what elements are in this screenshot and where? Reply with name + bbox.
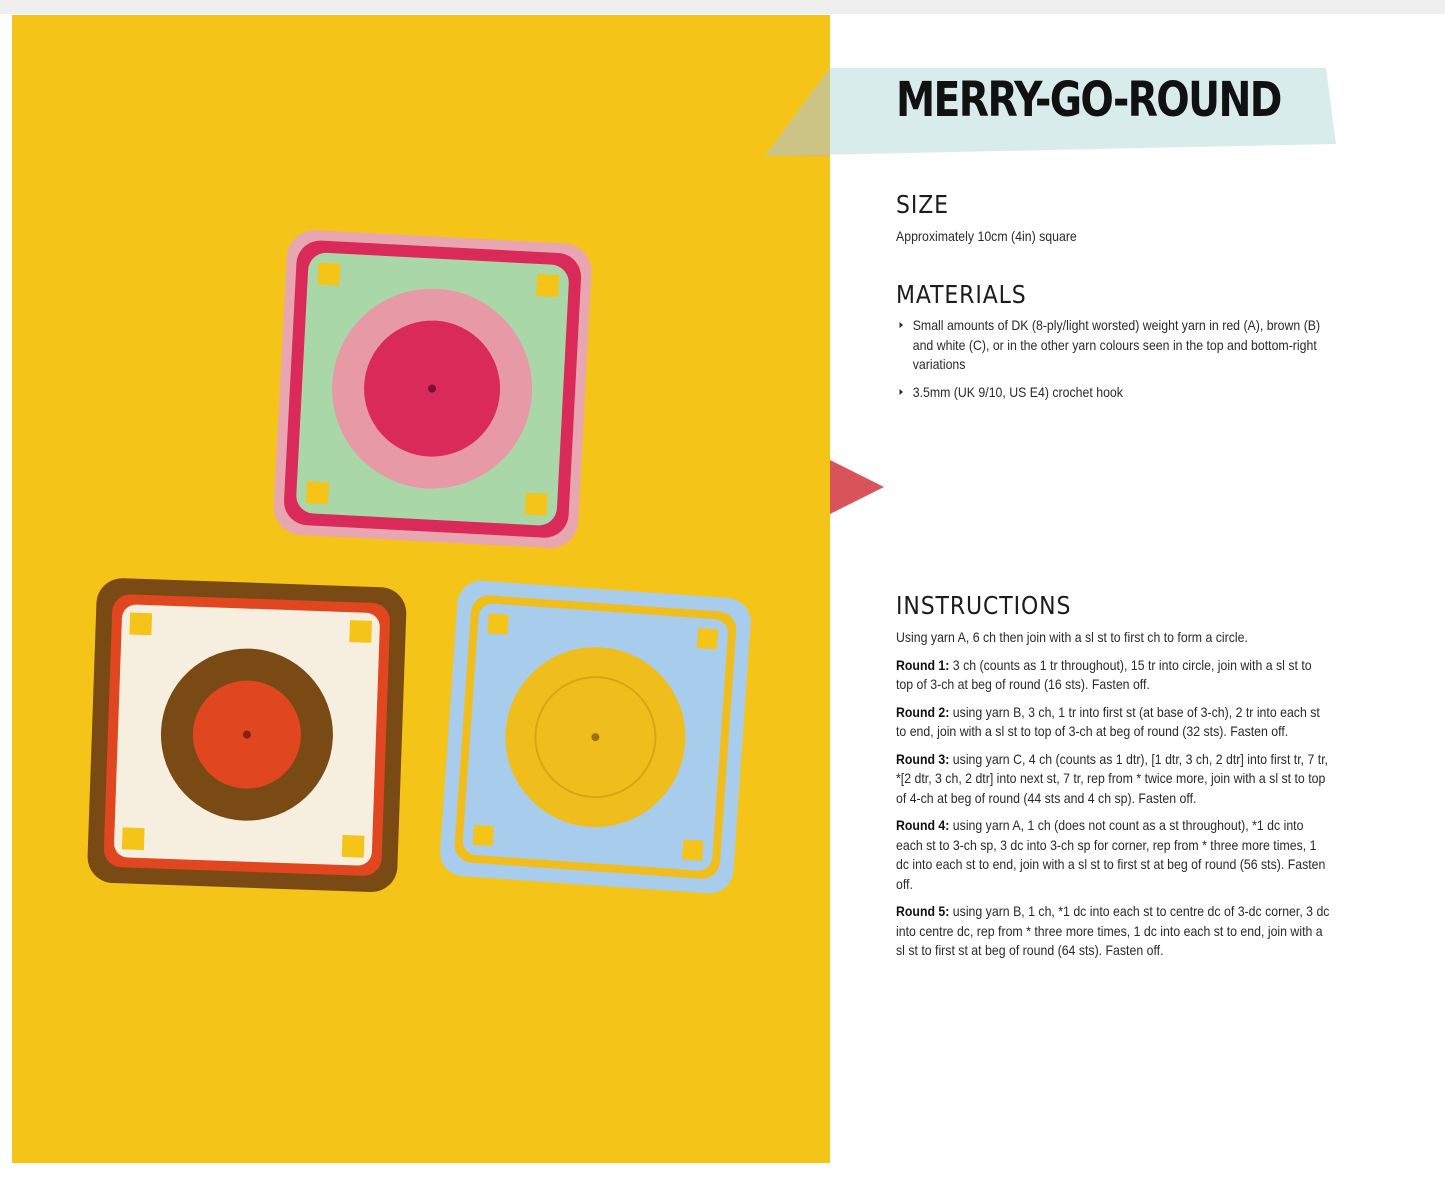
corner-gap bbox=[536, 274, 559, 297]
corner-gap bbox=[122, 827, 145, 850]
brown-white-square bbox=[87, 577, 407, 893]
corner-gap bbox=[342, 835, 365, 858]
crochet-squares-illustration bbox=[12, 15, 830, 1163]
instructions-intro: Using yarn A, 6 ch then join with a sl st to first ch to form a circle. bbox=[896, 629, 1248, 645]
corner-gap bbox=[317, 262, 340, 285]
round-4: Round 4: using yarn A, 1 ch (does not count as a st throughout), *1 dc into each st to 3-ch sp, 3 dc into 3-ch sp for corner, rep from * three more times, 1 dc into each st to end, join with a sl st to first st at beg of round (56 sts). Fasten off. bbox=[896, 817, 1326, 892]
corner-gap bbox=[129, 612, 152, 635]
arrow-pointer-icon bbox=[830, 460, 886, 516]
size-text: Approximately 10cm (4in) square bbox=[896, 228, 1077, 244]
round-1: Round 1: 3 ch (counts as 1 tr throughout), 15 tr into circle, join with a sl st to top of 3-ch at beg of round (16 sts). Fasten off. bbox=[896, 656, 1312, 692]
blue-yellow-square bbox=[438, 579, 752, 895]
round-2: Round 2: using yarn B, 3 ch, 1 tr into first st (at base of 3-ch), 2 tr into each st to end, join with a sl st to top of 3-ch at beg of round (32 sts). Fasten off. bbox=[896, 703, 1320, 739]
corner-gap bbox=[349, 620, 372, 643]
page-title: MERRY-GO-ROUND bbox=[896, 72, 1281, 128]
banner-fold bbox=[765, 68, 830, 156]
corner-gap bbox=[487, 613, 508, 634]
list-item: 3.5mm (UK 9/10, US E4) crochet hook bbox=[896, 383, 1327, 403]
crochet-photo bbox=[12, 15, 830, 1163]
size-heading: SIZE bbox=[896, 190, 949, 219]
list-item: Small amounts of DK (8-ply/light worsted) weight yarn in red (A), brown (B) and white (C), or in the other yarn colours seen in the top and bottom-right variations bbox=[896, 316, 1327, 375]
corner-gap bbox=[682, 839, 703, 860]
materials-heading: MATERIALS bbox=[896, 280, 1027, 309]
instructions-heading: INSTRUCTIONS bbox=[896, 591, 1072, 620]
instructions-body bbox=[896, 628, 1336, 969]
corner-gap bbox=[473, 825, 494, 846]
corner-gap bbox=[697, 628, 718, 649]
pink-green-square bbox=[272, 229, 593, 550]
corner-gap bbox=[525, 493, 548, 516]
top-bar bbox=[0, 0, 1445, 14]
materials-list bbox=[896, 316, 1336, 410]
corner-gap bbox=[306, 481, 329, 504]
round-5: Round 5: using yarn B, 1 ch, *1 dc into each st to centre dc of 3-dc corner, 3 dc into centre dc, rep from * three more times, 1 dc into each st to end, join with a sl st to first st at beg of round (64 sts). Fasten off. bbox=[896, 903, 1330, 958]
round-3: Round 3: using yarn C, 4 ch (counts as 1 dtr), [1 dtr, 3 ch, 2 dtr] into first tr, 7 tr, *[2 dtr, 3 ch, 2 dtr] into next st, 7 tr, rep from * twice more, join with a sl st to top of 4-ch at beg of round (44 sts and 4 ch sp). Fasten off. bbox=[896, 750, 1329, 806]
